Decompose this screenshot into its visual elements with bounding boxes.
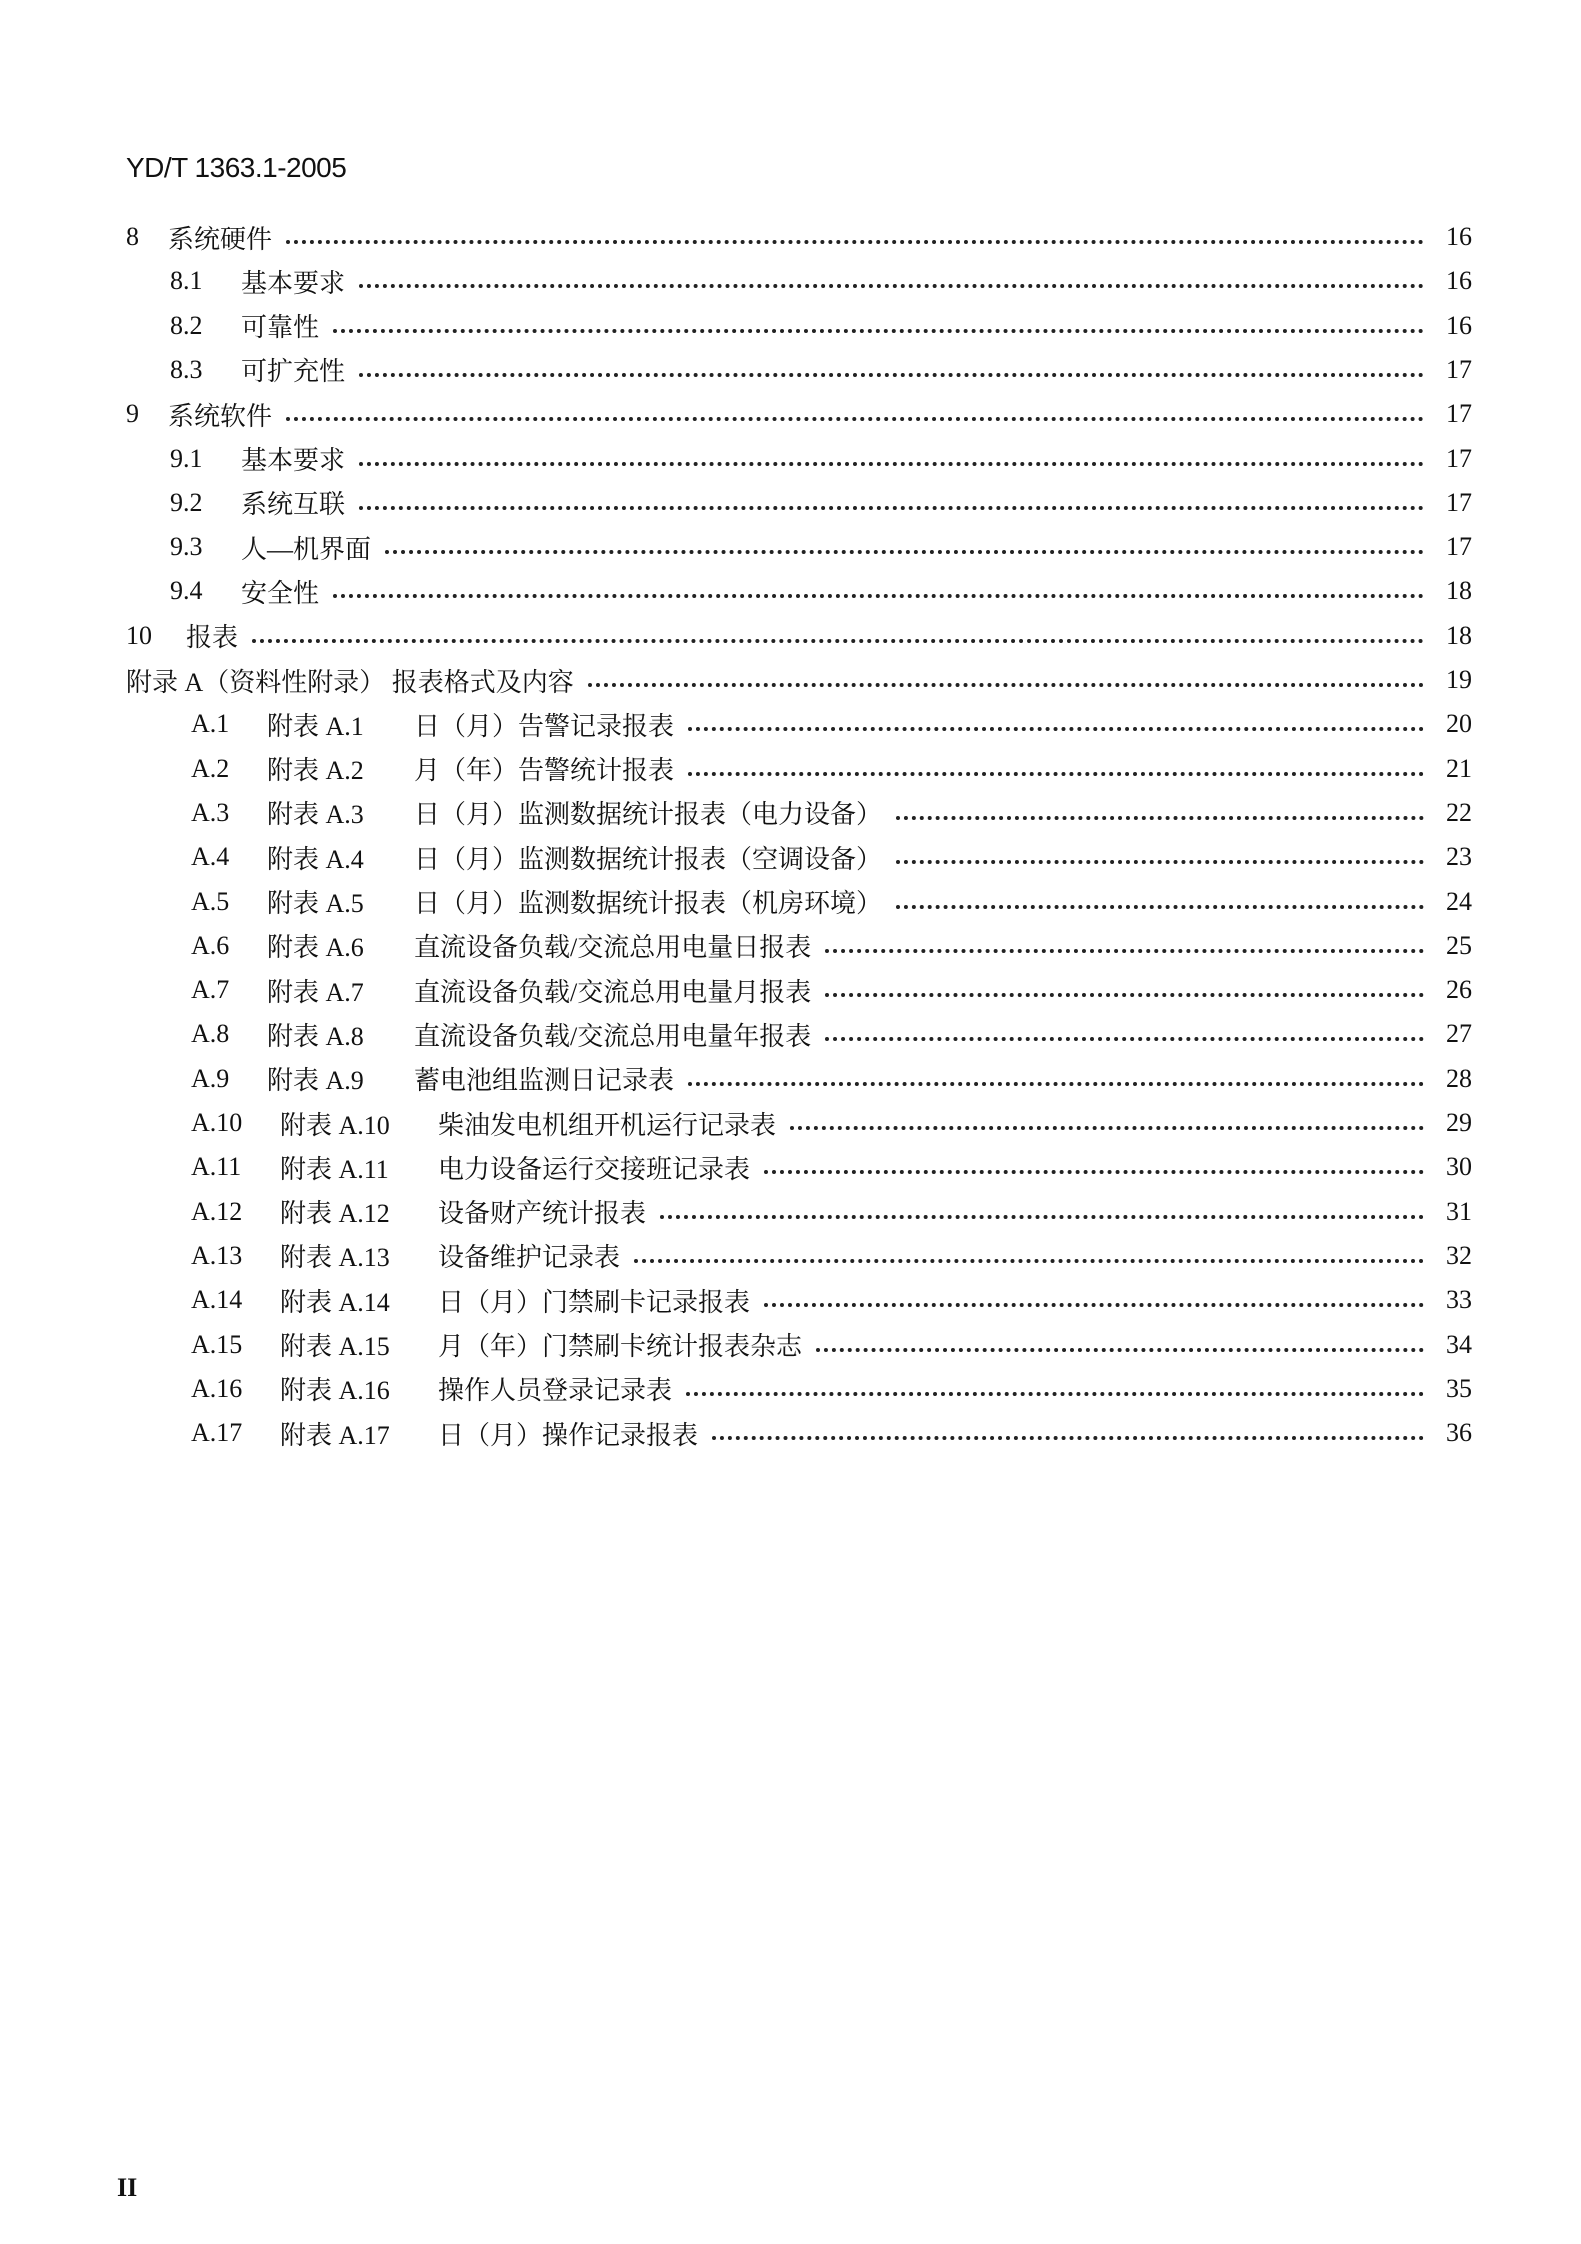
toc-entry-number: A.8 — [191, 1019, 230, 1049]
toc-entry[interactable] — [0, 704, 1472, 744]
toc-entry-page: 21 — [1446, 753, 1472, 783]
dot-leader — [825, 993, 1424, 997]
toc-entry-number: A.9 — [191, 1063, 230, 1093]
toc-entry[interactable] — [0, 483, 1472, 523]
toc-entry-page: 24 — [1446, 886, 1472, 916]
toc-entry-title: 设备维护记录表 — [438, 1243, 621, 1273]
dot-leader — [385, 550, 1424, 554]
toc-entry[interactable] — [0, 793, 1472, 833]
toc-entry-page: 36 — [1446, 1418, 1472, 1448]
toc-entry-title: 人—机界面 — [241, 534, 372, 564]
toc-entry[interactable] — [0, 1103, 1472, 1143]
toc-entry-page: 34 — [1446, 1329, 1472, 1359]
toc-entry-page: 18 — [1446, 576, 1472, 606]
dot-leader — [688, 1082, 1424, 1086]
toc-entry-page: 25 — [1446, 930, 1472, 960]
toc-entry[interactable] — [0, 882, 1472, 922]
toc-entry[interactable] — [0, 1369, 1472, 1409]
toc-entry[interactable] — [0, 970, 1472, 1010]
toc-entry-number: A.11 — [191, 1152, 242, 1182]
toc-entry-page: 17 — [1446, 399, 1472, 429]
toc-entry-table-label: 附表 A.13 — [280, 1243, 390, 1273]
dot-leader — [825, 949, 1424, 953]
dot-leader — [359, 284, 1424, 288]
toc-entry[interactable] — [0, 926, 1472, 966]
dot-leader — [286, 417, 1424, 421]
toc-entry-number: 8.3 — [170, 354, 203, 384]
toc-entry-number: A.10 — [191, 1108, 243, 1137]
toc-entry[interactable] — [0, 1014, 1472, 1054]
toc-entry-title: 附录 A（资料性附录） 报表格式及内容 — [126, 667, 574, 697]
toc-entry-page: 17 — [1446, 443, 1472, 473]
toc-entry-title: 设备财产统计报表 — [438, 1199, 647, 1229]
toc-entry-table-label: 附表 A.8 — [267, 1021, 364, 1051]
dot-leader — [333, 329, 1424, 333]
toc-entry-table-label: 附表 A.4 — [267, 844, 364, 874]
toc-entry-title: 日（月）操作记录报表 — [438, 1420, 699, 1450]
dot-leader — [896, 905, 1424, 909]
toc-entry-title: 月（年）门禁刷卡统计报表杂志 — [438, 1332, 803, 1361]
toc-entry-title: 直流设备负载/交流总用电量日报表 — [414, 933, 812, 963]
toc-entry-page: 20 — [1446, 709, 1472, 739]
dot-leader — [896, 860, 1424, 864]
toc-entry-number: A.5 — [191, 886, 230, 916]
toc-entry-page: 17 — [1446, 354, 1472, 384]
toc-entry-title: 日（月）监测数据统计报表（空调设备） — [414, 844, 883, 874]
toc-entry-number: A.2 — [191, 753, 230, 783]
toc-entry[interactable] — [0, 439, 1472, 479]
toc-entry-title: 日（月）监测数据统计报表（电力设备） — [414, 800, 883, 830]
dot-leader — [359, 506, 1424, 510]
dot-leader — [660, 1215, 1424, 1219]
dot-leader — [286, 240, 1424, 244]
toc-entry-title: 电力设备运行交接班记录表 — [438, 1154, 751, 1184]
toc-entry-page: 33 — [1446, 1285, 1472, 1315]
toc-entry-number: A.17 — [191, 1418, 243, 1448]
toc-entry-table-label: 附表 A.5 — [267, 889, 364, 918]
document-id: YD/T 1363.1-2005 — [126, 152, 347, 183]
toc-entry-page: 16 — [1446, 222, 1472, 251]
toc-entry-page: 30 — [1446, 1152, 1472, 1182]
dot-leader — [252, 639, 1424, 643]
dot-leader — [588, 683, 1424, 687]
toc-entry-title: 直流设备负载/交流总用电量月报表 — [414, 977, 812, 1007]
toc-entry-page: 17 — [1446, 487, 1472, 517]
toc-entry-table-label: 附表 A.10 — [280, 1110, 390, 1140]
dot-leader — [634, 1259, 1424, 1263]
toc-entry-page: 28 — [1446, 1063, 1472, 1093]
toc-entry-title: 操作人员登录记录表 — [438, 1376, 673, 1406]
toc-entry-table-label: 附表 A.11 — [280, 1154, 389, 1184]
toc-entry-number: A.7 — [191, 975, 230, 1005]
toc-entry[interactable] — [0, 306, 1472, 346]
toc-entry-table-label: 附表 A.12 — [280, 1199, 390, 1229]
toc-entry-page: 32 — [1446, 1240, 1472, 1270]
toc-entry[interactable] — [0, 616, 1472, 656]
toc-entry-title: 柴油发电机组开机运行记录表 — [438, 1110, 777, 1140]
toc-entry-table-label: 附表 A.14 — [280, 1287, 390, 1317]
toc-entry[interactable] — [0, 350, 1472, 390]
toc-entry-title: 安全性 — [241, 578, 320, 608]
toc-entry-number: 9.1 — [170, 443, 203, 473]
toc-entry-table-label: 附表 A.9 — [267, 1066, 364, 1096]
toc-entry-title: 基本要求 — [241, 446, 346, 475]
toc-entry-page: 16 — [1446, 266, 1472, 296]
toc-entry-number: A.6 — [191, 930, 230, 960]
toc-entry-number: A.16 — [191, 1373, 243, 1403]
toc-entry-title: 系统软件 — [168, 401, 273, 431]
dot-leader — [359, 373, 1424, 377]
dot-leader — [896, 816, 1424, 820]
toc-entry-table-label: 附表 A.6 — [267, 933, 364, 963]
toc-entry-title: 可靠性 — [241, 313, 320, 343]
dot-leader — [712, 1436, 1424, 1440]
toc-entry[interactable] — [0, 394, 1472, 434]
toc-entry-table-label: 附表 A.16 — [280, 1376, 390, 1406]
toc-entry-number: 8 — [126, 222, 139, 251]
toc-entry[interactable] — [0, 527, 1472, 567]
toc-entry-table-label: 附表 A.15 — [280, 1332, 390, 1361]
toc-entry-table-label: 附表 A.1 — [267, 711, 364, 741]
toc-entry-number: 9.2 — [170, 487, 203, 517]
toc-entry-title: 月（年）告警统计报表 — [414, 756, 675, 786]
toc-entry-number: 10 — [126, 620, 152, 650]
dot-leader — [686, 1392, 1424, 1396]
toc-entry-number: A.1 — [191, 709, 230, 739]
toc-entry-number: A.15 — [191, 1329, 243, 1359]
toc-entry-title: 直流设备负载/交流总用电量年报表 — [414, 1021, 812, 1051]
toc-entry-number: 9.4 — [170, 576, 203, 606]
toc-entry-number: 9.3 — [170, 532, 203, 562]
toc-entry-number: A.12 — [191, 1196, 243, 1226]
toc-entry-table-label: 附表 A.7 — [267, 977, 364, 1007]
toc-entry-title: 可扩充性 — [241, 357, 346, 387]
toc-entry[interactable] — [0, 1413, 1472, 1453]
toc-entry-page: 23 — [1446, 842, 1472, 872]
toc-entry-page: 31 — [1446, 1196, 1472, 1226]
toc-entry[interactable] — [0, 1192, 1472, 1232]
toc-entry[interactable] — [0, 837, 1472, 877]
toc-entry-number: 8.2 — [170, 310, 203, 340]
toc-entry-page: 29 — [1446, 1108, 1472, 1137]
toc-entry[interactable] — [0, 1236, 1472, 1276]
toc-entry-title: 基本要求 — [241, 268, 346, 298]
toc-entry-page: 22 — [1446, 797, 1472, 827]
toc-entry-table-label: 附表 A.2 — [267, 756, 364, 786]
toc-entry-title: 系统互联 — [241, 490, 346, 520]
dot-leader — [688, 727, 1424, 731]
toc-entry-page: 17 — [1446, 532, 1472, 562]
toc-entry-number: 9 — [126, 399, 139, 429]
dot-leader — [764, 1170, 1424, 1174]
toc-entry[interactable] — [0, 571, 1472, 611]
toc-entry-page: 16 — [1446, 310, 1472, 340]
toc-entry[interactable] — [0, 217, 1472, 257]
dot-leader — [764, 1303, 1424, 1307]
dot-leader — [333, 594, 1424, 598]
toc-entry-title: 蓄电池组监测日记录表 — [414, 1066, 675, 1096]
toc-entry-title: 日（月）监测数据统计报表（机房环境） — [414, 889, 883, 918]
toc-entry[interactable] — [0, 660, 1472, 700]
toc-entry-number: A.14 — [191, 1285, 243, 1315]
toc-entry[interactable] — [0, 749, 1472, 789]
toc-entry[interactable] — [0, 1280, 1472, 1320]
dot-leader — [825, 1037, 1424, 1041]
toc-entry-title: 日（月）告警记录报表 — [414, 711, 675, 741]
dot-leader — [790, 1126, 1424, 1130]
toc-entry[interactable] — [0, 1147, 1472, 1187]
toc-entry-table-label: 附表 A.17 — [280, 1420, 390, 1450]
dot-leader — [816, 1348, 1424, 1352]
dot-leader — [688, 772, 1424, 776]
toc-entry-number: A.4 — [191, 842, 230, 872]
toc-entry-page: 19 — [1446, 665, 1472, 694]
toc-entry-page: 35 — [1446, 1373, 1472, 1403]
toc-entry[interactable] — [0, 1059, 1472, 1099]
toc-entry[interactable] — [0, 261, 1472, 301]
toc-entry-number: 8.1 — [170, 266, 203, 296]
toc-entry-page: 18 — [1446, 620, 1472, 650]
dot-leader — [359, 462, 1424, 466]
toc-entry-title: 日（月）门禁刷卡记录报表 — [438, 1287, 751, 1317]
toc-entry-page: 26 — [1446, 975, 1472, 1005]
toc-entry-title: 系统硬件 — [168, 224, 273, 254]
toc-entry[interactable] — [0, 1325, 1472, 1365]
toc-entry-page: 27 — [1446, 1019, 1472, 1049]
page-number: II — [117, 2173, 138, 2202]
toc-entry-number: A.13 — [191, 1240, 243, 1270]
toc-entry-title: 报表 — [186, 623, 239, 653]
toc-entry-number: A.3 — [191, 797, 230, 827]
toc-entry-table-label: 附表 A.3 — [267, 800, 364, 830]
